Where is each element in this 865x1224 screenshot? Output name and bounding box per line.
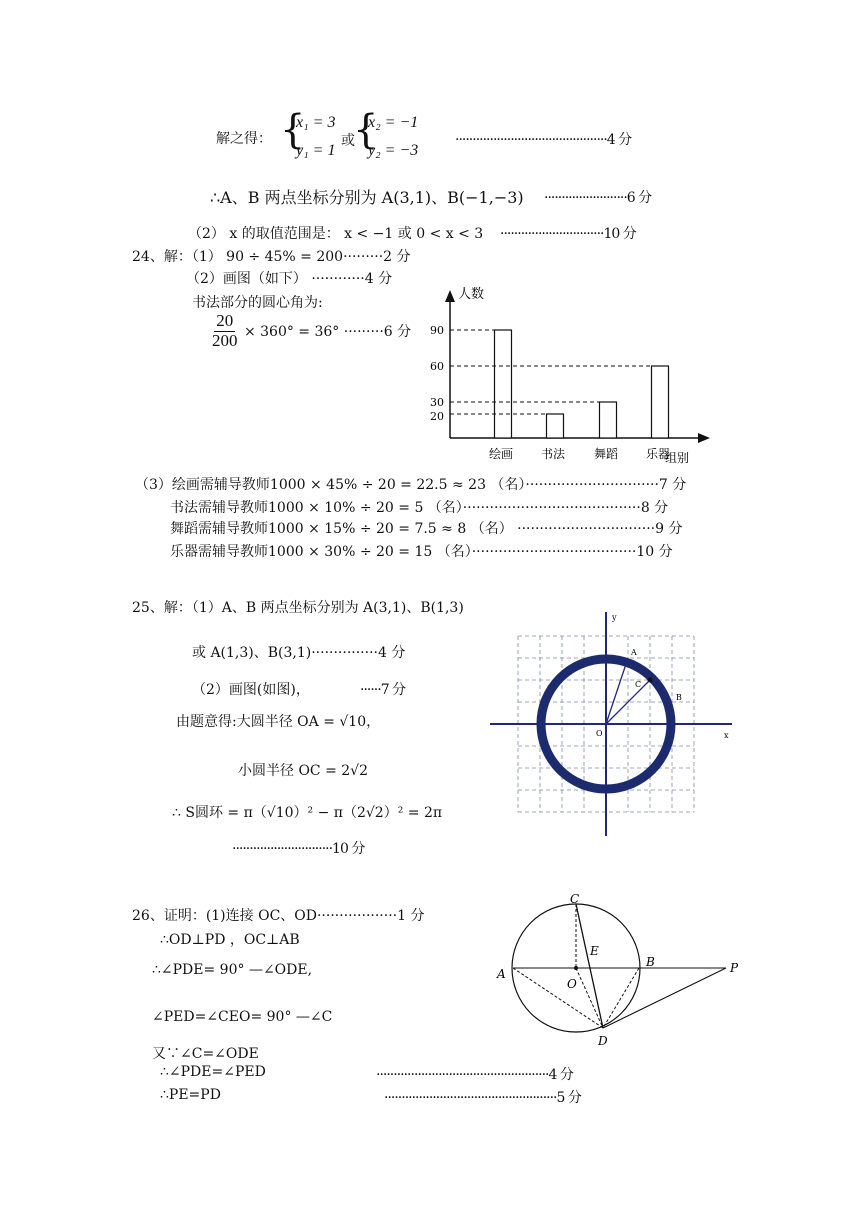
q25-score-10: ·····························10 分 — [232, 841, 365, 857]
label-a: A — [497, 967, 506, 981]
coords-line: ∴A、B 两点坐标分别为 A(3,1)、B(−1,−3) — [210, 188, 524, 207]
chart-ytick-label: 30 — [430, 396, 444, 409]
q26-line-4: 又∵∠C=∠ODE — [152, 1046, 259, 1062]
chart-category-label: 乐器 — [646, 447, 671, 461]
chart-x-arrow — [698, 433, 710, 443]
fraction-num: 20 — [216, 311, 234, 330]
part2-range: （2） x 的取值范围是： x < −1 或 0 < x < 3 — [188, 226, 484, 242]
q24-draw: （2）画图（如下） ············4 分 — [186, 271, 393, 287]
label-a: A — [631, 648, 637, 657]
q24-line-1: （3）绘画需辅导教师1000 × 45% ÷ 20 = 22.5 ≈ 23 （名）······························7 分 — [135, 477, 687, 493]
q25-big-radius: 由题意得:大圆半径 OA = √10， — [176, 714, 381, 730]
q26-score-5: ··················································5 分 — [384, 1090, 581, 1106]
q24-fraction-line — [210, 312, 411, 350]
q26-line-5: ∴∠PDE=∠PED — [160, 1064, 266, 1080]
solve-label: 解之得： — [216, 131, 272, 147]
label-e: E — [590, 944, 599, 958]
score-10a: ······························10 分 — [500, 226, 636, 242]
system2-eq1: x₂ = −1 — [368, 114, 419, 131]
circle-geometry-figure — [490, 888, 750, 1058]
brace-2: { — [353, 107, 379, 153]
system1-eq1: x₁ = 3 — [296, 114, 336, 131]
label-x: x — [724, 731, 729, 740]
q25-area: ∴ S圆环 = π（√10）² − π（2√2）² = 2π — [172, 805, 443, 821]
q26-line-1: ∴OD⊥PD ，OC⊥AB — [160, 932, 300, 948]
label-o: O — [596, 729, 603, 738]
q25-heading: 25、解：（1）A、B 两点坐标分别为 A(3,1)、B(1,3) — [132, 600, 464, 616]
label-b: B — [676, 693, 682, 702]
line-cd — [576, 904, 603, 1028]
radius-oa — [606, 658, 628, 724]
chart-ytick-label: 90 — [430, 324, 444, 337]
chart-ylabel: 人数 — [458, 287, 485, 302]
chart-y-arrow — [445, 290, 455, 302]
q24-angle-text: 书法部分的圆心角为: — [192, 295, 323, 311]
label-d: D — [598, 1034, 608, 1048]
q26-line-6: ∴PE=PD — [160, 1087, 221, 1103]
q24-line-2: 书法需辅导教师1000 × 10% ÷ 20 = 5 （名）········································8 分 — [170, 500, 669, 516]
score-6: ························6 分 — [544, 190, 652, 206]
label-b: B — [646, 955, 655, 969]
fraction-rest: × 360° = 36° ·········6 分 — [243, 324, 412, 341]
point-o — [574, 966, 578, 970]
fraction-den: 200 — [212, 330, 238, 350]
q26-score-4: ··················································4 分 — [376, 1067, 573, 1083]
q24-line-3: 舞蹈需辅导教师1000 × 15% ÷ 20 = 7.5 ≈ 8 （名） ·······························9 分 — [170, 521, 683, 537]
label-c: C — [570, 892, 580, 906]
q26-line-3: ∠PED=∠CEO= 90° —∠C — [152, 1009, 333, 1025]
q25-draw: （2）画图(如图)， — [192, 682, 310, 698]
q26-line-2: ∴∠PDE= 90° —∠ODE, — [152, 962, 313, 978]
system1-eq2: y₁ = 1 — [296, 142, 336, 159]
chart-bar — [652, 366, 669, 438]
or-text: 或 — [341, 133, 355, 149]
q25-draw-score: ······7 分 — [360, 682, 406, 698]
label-o: O — [567, 977, 577, 991]
fraction — [210, 312, 240, 350]
label-p: P — [730, 961, 739, 975]
q24-line-4: 乐器需辅导教师1000 × 30% ÷ 20 = 15 （名）·····································10 分 — [170, 544, 673, 560]
chart-bar — [600, 402, 617, 438]
chart-ytick-label: 20 — [430, 410, 444, 423]
annulus-figure — [488, 608, 738, 840]
system2-eq2: y₂ = −3 — [368, 142, 419, 159]
bar-chart — [420, 280, 720, 470]
chart-ytick-label: 60 — [430, 360, 444, 373]
point-c — [648, 678, 653, 683]
q24-heading: 24、解：（1） 90 ÷ 45% = 200·········2 分 — [132, 249, 411, 265]
line-dp — [603, 968, 726, 1028]
score-4: ············································4 分 — [455, 132, 632, 148]
q25-alt: 或 A(1,3)、B(3,1)···············4 分 — [192, 645, 406, 661]
q25-small-radius: 小圆半径 OC = 2√2 — [238, 763, 369, 779]
chart-category-label: 书法 — [541, 447, 566, 461]
label-y: y — [612, 613, 617, 622]
q26-heading: 26、证明：(1)连接 OC、OD··················1 分 — [132, 908, 425, 924]
brace-1: { — [280, 107, 306, 153]
chart-category-label: 绘画 — [489, 447, 514, 461]
chart-bar — [495, 330, 512, 438]
label-c: C — [635, 680, 642, 689]
chart-category-label: 舞蹈 — [594, 447, 619, 461]
chart-xlabel: 组别 — [665, 451, 690, 465]
chart-bar — [547, 414, 564, 438]
